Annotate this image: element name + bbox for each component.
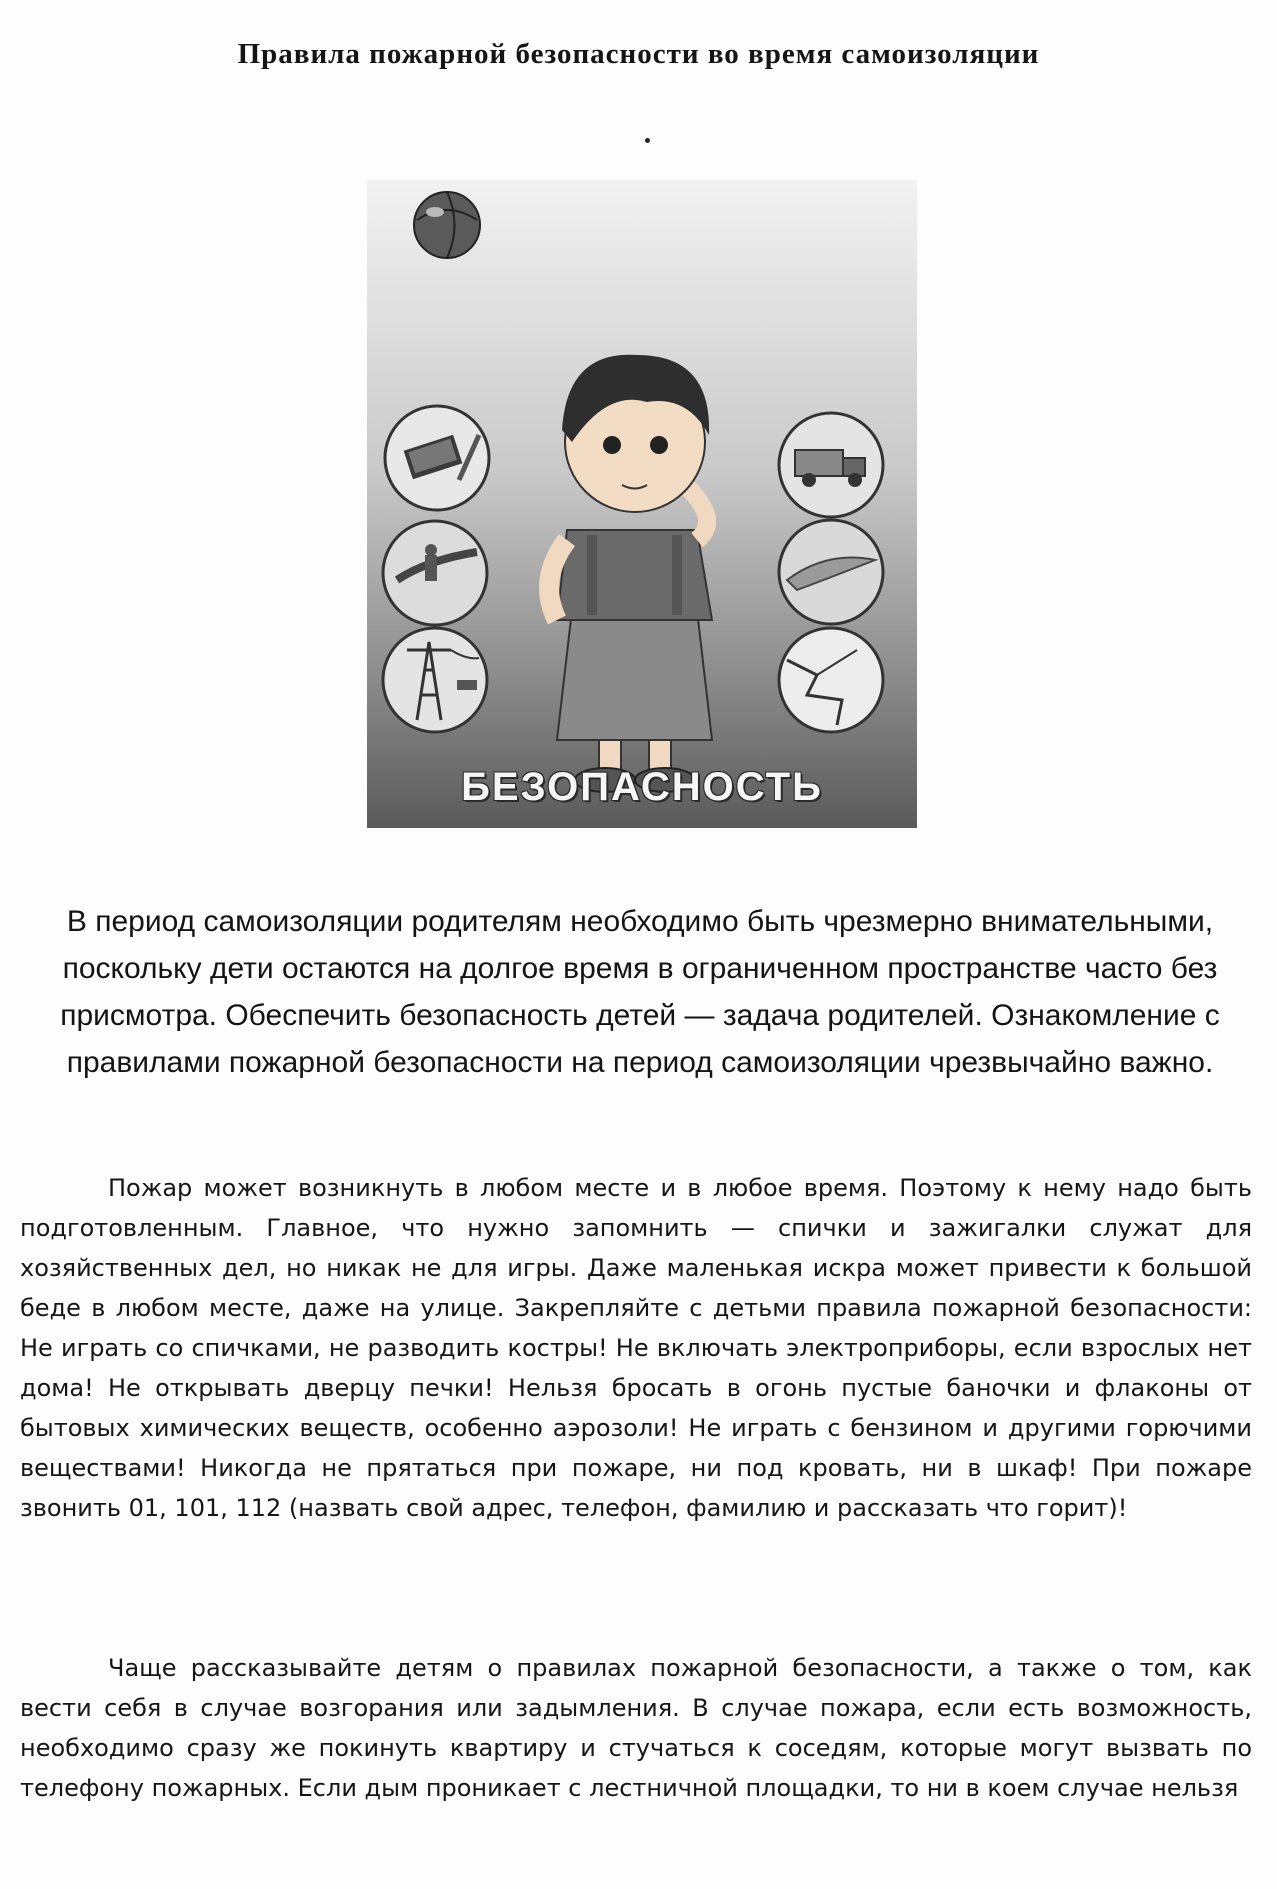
book-and-pencil-icon [385,406,489,510]
cracked-ice-icon [779,628,883,732]
poster-caption: БЕЗОПАСНОСТЬ [461,765,823,809]
road-icon [383,521,487,625]
child-figure [549,355,712,792]
fire-safety-paragraph-2: Чаще рассказывайте детям о правилах пожарной безопасности, а также о том, как вести себя в случае возгорания или задымления. В случае пожара, если есть возможность, необходимо сразу же покинуть квартиру и стучаться к соседям, которые могут вызвать по телефону пожарных. Если дым проникает с лестничной площадки, то ни в коем случае нельзя [20,1654,1252,1802]
intro-paragraph: В период самоизоляции родителям необходимо быть чрезмерно внимательными, поскольку дети остаются на долгое время в ограниченном пространстве часто без присмотра. Обеспечить безопасность детей — задача родителей. Ознакомление с правилами пожарной безопасности на период самоизоляции чрезвычайно важно. [60,905,1220,1079]
stray-dot [645,138,650,143]
fire-safety-paragraph-1: Пожар может возникнуть в любом месте и в любое время. Поэтому к нему надо быть подготовленным. Главное, что нужно запомнить — спички и зажигалки служат для хозяйственных дел, но никак не для игры. Даже маленькая искра может привести к большой беде в любом месте, даже на улице. Закрепляйте с детьми правила пожарной безопасности: Не играть со спичками, не разводить костры! Не включать электроприборы, если взрослых нет дома! Не открывать дверцу печки! Нельзя бросать в огонь пустые баночки и флаконы от бытовых химических веществ, особенно аэрозоли! Не играть с бензином и другими горючими веществами! Никогда не прятаться при пожаре, ни под кровать, ни в шкаф! При пожаре звонить 01, 101, 112 (назвать свой адрес, телефон, фамилию и рассказать что горит)! [20,1174,1252,1522]
truck-icon [779,413,883,517]
poster-illustration [367,180,917,828]
document-title: Правила пожарной безопасности во время самоизоляции [237,38,1040,70]
ice-icon [779,520,883,624]
safety-poster [367,180,917,828]
ball-icon [414,192,480,258]
power-line-icon [383,628,487,732]
